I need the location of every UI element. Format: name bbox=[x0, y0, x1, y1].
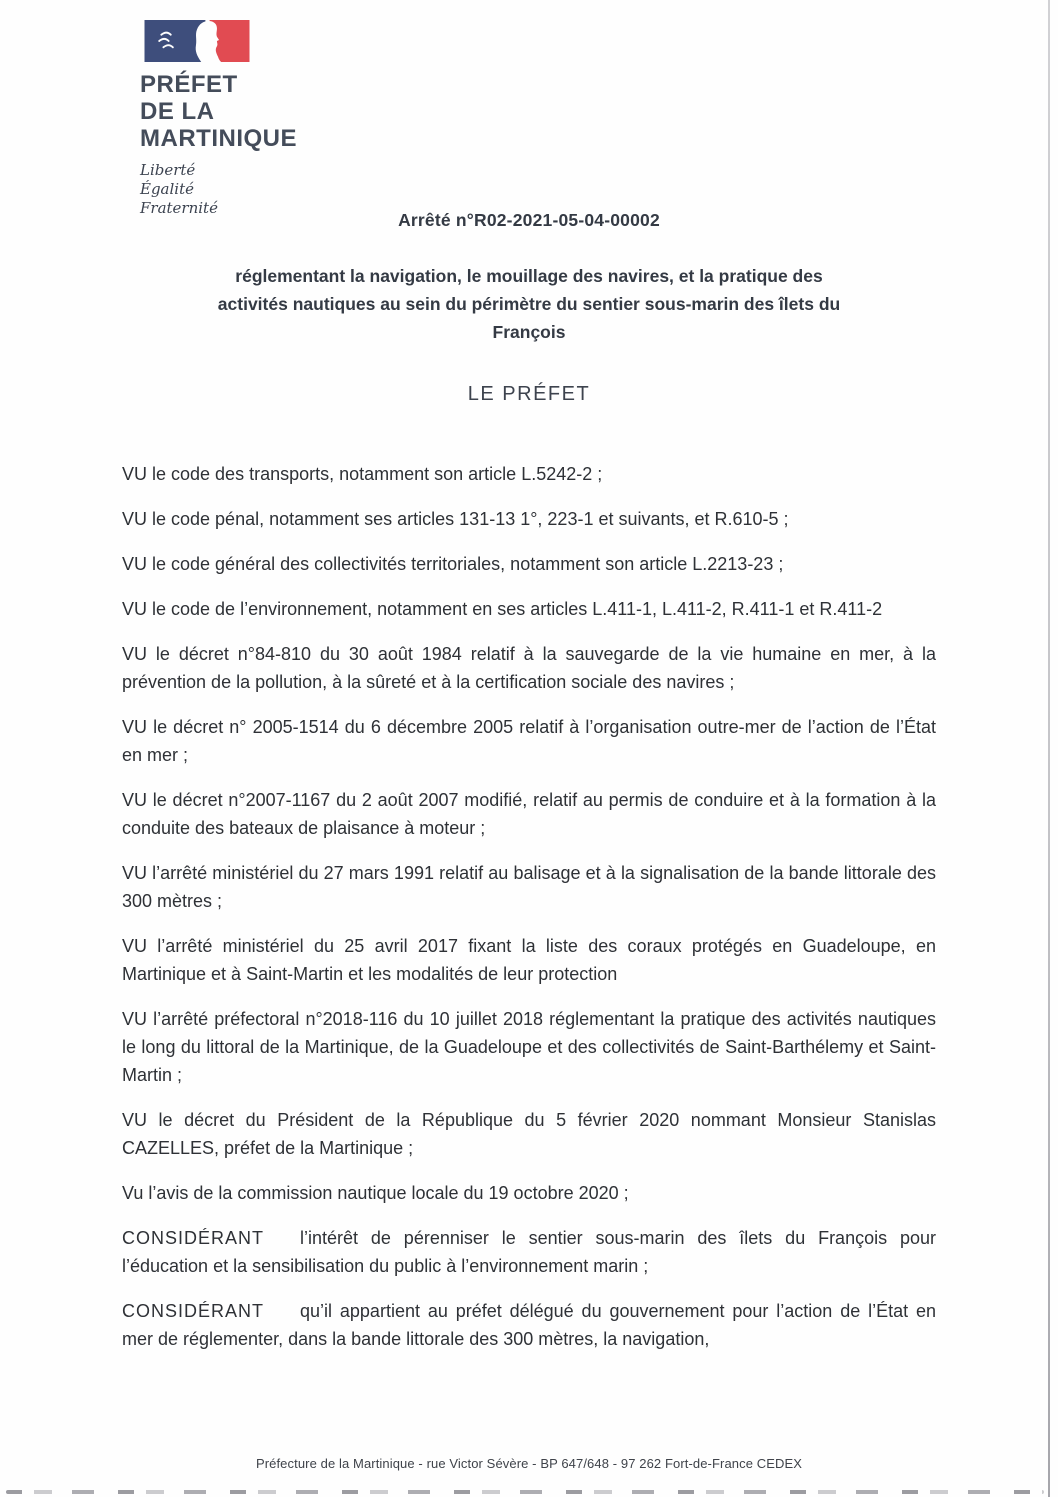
agency-line: PRÉFET bbox=[140, 71, 238, 98]
paragraph bbox=[122, 786, 936, 842]
scan-bottom-artifact bbox=[6, 1490, 1044, 1494]
paragraph-text: VU l’arrêté ministériel du 25 avril 2017 fixant la liste des coraux protégés en Guadeloupe, en Martinique et à Saint-Martin et les modalités de leur protection bbox=[122, 936, 936, 984]
paragraph-text: VU le décret du Président de la République du 5 février 2020 nommant Monsieur Stanislas CAZELLES, préfet de la Martinique ; bbox=[122, 1110, 936, 1158]
paragraph-text: VU le code de l’environnement, notamment en ses articles L.411-1, L.411-2, R.411-1 et R.411-2 bbox=[122, 599, 883, 619]
paragraph-text: VU le décret n° 2005-1514 du 6 décembre 2005 relatif à l’organisation outre-mer de l’action de l’État en mer ; bbox=[122, 717, 936, 765]
marianne-flag-icon bbox=[140, 20, 254, 62]
paragraph-text: VU l’arrêté préfectoral n°2018-116 du 10 juillet 2018 réglementant la pratique des activités nautiques le long du littoral de la Martinique, de la Guadeloupe et des collectivités de Saint-Barthélemy et Saint-Martin ; bbox=[122, 1009, 936, 1085]
paragraph bbox=[122, 505, 936, 533]
decree-number: Arrêté n°R02-2021-05-04-00002 bbox=[398, 210, 660, 230]
issuer-heading: LE PRÉFET bbox=[467, 383, 591, 405]
paragraph bbox=[122, 713, 936, 769]
paragraph-text: qu’il appartient au préfet délégué du gouvernement pour l’action de l’État en mer de réglementer, dans la bande littorale des 300 mètres, la navigation, bbox=[122, 1301, 936, 1349]
agency-line: DE LA bbox=[140, 98, 215, 125]
paragraph-text: l’intérêt de pérenniser le sentier sous-marin des îlets du François pour l’éducation et la sensibilisation du public à l’environnement marin ; bbox=[122, 1228, 936, 1276]
paragraph bbox=[122, 1106, 936, 1162]
paragraph bbox=[122, 1005, 936, 1089]
paragraph bbox=[122, 640, 936, 696]
paragraph-text: VU le code pénal, notamment ses articles 131-13 1°, 223-1 et suivants, et R.610-5 ; bbox=[122, 509, 789, 529]
paragraph bbox=[122, 1297, 936, 1353]
paragraph-label: CONSIDÉRANT bbox=[122, 1301, 265, 1321]
paragraph bbox=[122, 1224, 936, 1280]
paragraph bbox=[122, 595, 936, 623]
motto-line: Liberté bbox=[140, 161, 196, 179]
letterhead bbox=[140, 20, 297, 218]
paragraph-text: Vu l’avis de la commission nautique locale du 19 octobre 2020 ; bbox=[122, 1183, 629, 1203]
paragraph-text: VU le code des transports, notamment son article L.5242-2 ; bbox=[122, 464, 603, 484]
subject-line: François bbox=[492, 322, 566, 342]
paragraph bbox=[122, 550, 936, 578]
paragraph bbox=[122, 460, 936, 488]
paragraph-text: VU le décret n°2007-1167 du 2 août 2007 modifié, relatif au permis de conduire et à la formation à la conduite des bateaux de plaisance à moteur ; bbox=[122, 790, 936, 838]
body-paragraphs bbox=[122, 460, 936, 1370]
paragraph bbox=[122, 932, 936, 988]
paragraph-text: VU le code général des collectivités territoriales, notamment son article L.2213-23 ; bbox=[122, 554, 784, 574]
agency-name bbox=[140, 71, 297, 152]
paragraph-text: VU le décret n°84-810 du 30 août 1984 relatif à la sauvegarde de la vie humaine en mer, à la prévention de la pollution, à la sûreté et à la certification sociale des navires ; bbox=[122, 644, 936, 692]
subject-line: réglementant la navigation, le mouillage des navires, et la pratique des bbox=[235, 266, 823, 286]
paragraph bbox=[122, 859, 936, 915]
subject-line: activités nautiques au sein du périmètre du sentier sous-marin des îlets du bbox=[217, 294, 841, 314]
french-republic-logo bbox=[140, 20, 254, 62]
paragraph-label: CONSIDÉRANT bbox=[122, 1228, 265, 1248]
paragraph-text: VU l’arrêté ministériel du 27 mars 1991 relatif au balisage et à la signalisation de la bande littorale des 300 mètres ; bbox=[122, 863, 936, 911]
agency-line: MARTINIQUE bbox=[140, 125, 297, 152]
decree-subject bbox=[0, 262, 1058, 346]
motto-line: Égalité bbox=[140, 180, 194, 198]
motto-line: Fraternité bbox=[140, 199, 218, 217]
paragraph bbox=[122, 1179, 936, 1207]
title-block bbox=[0, 210, 1058, 406]
footer-address: Préfecture de la Martinique - rue Victor Sévère - BP 647/648 - 97 262 Fort-de-France CEDEX bbox=[255, 1456, 803, 1471]
